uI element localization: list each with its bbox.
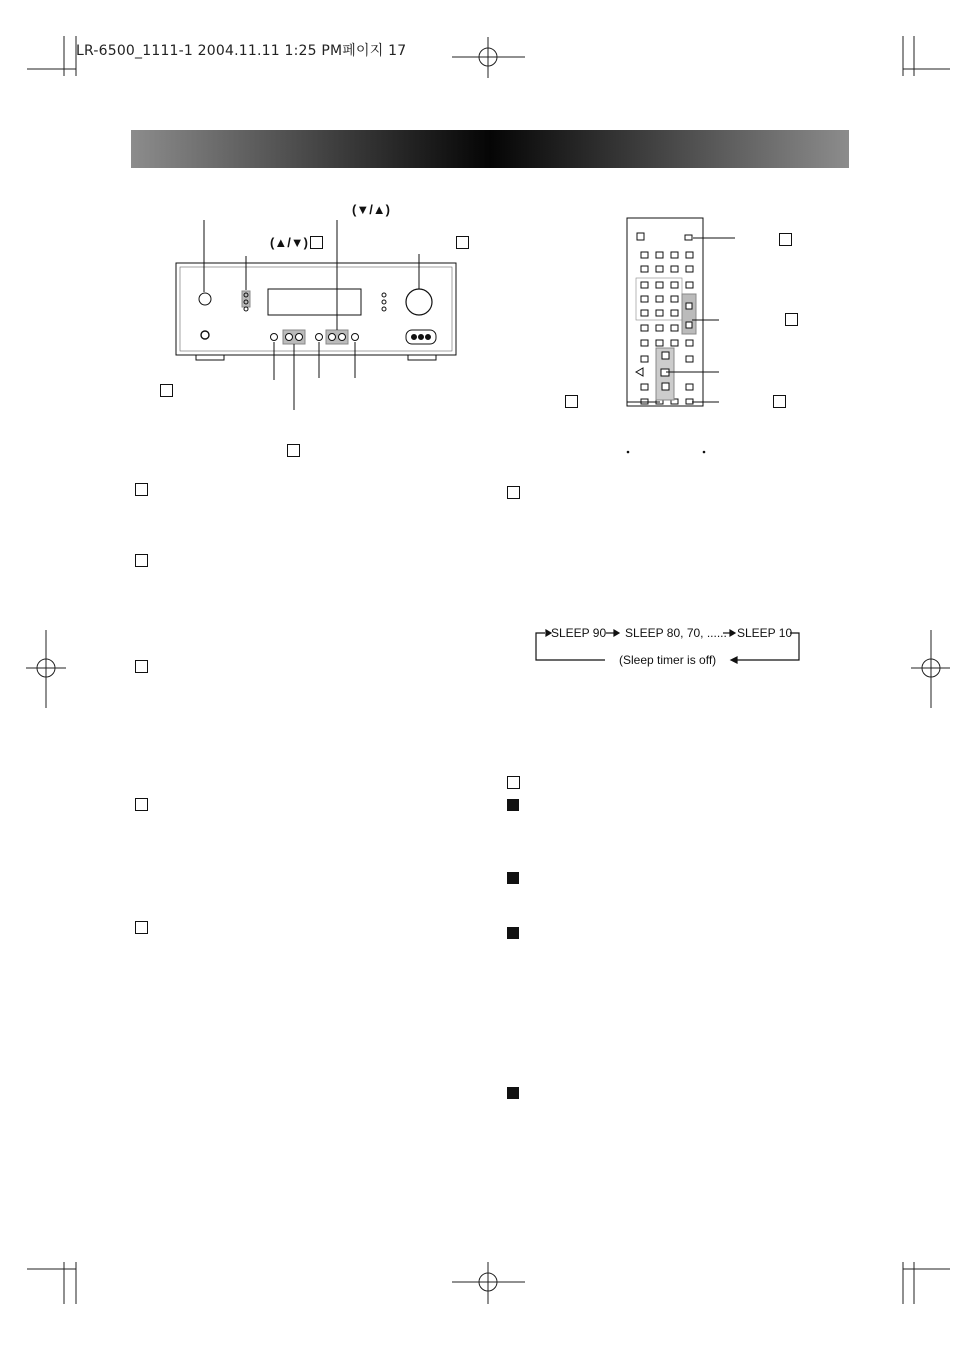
sleep-off-text: (Sleep timer is off) xyxy=(619,653,717,667)
step-box xyxy=(785,313,798,326)
crop-mark-top-left xyxy=(27,36,76,76)
step-box xyxy=(135,483,148,496)
step-box xyxy=(135,798,148,811)
registration-mark-bottom xyxy=(452,1262,525,1304)
step-box xyxy=(456,236,469,249)
step-box xyxy=(507,486,520,499)
step-box xyxy=(135,921,148,934)
up-down-button-label: (▲/▼) xyxy=(270,235,309,250)
step-box xyxy=(135,660,148,673)
step-box xyxy=(135,554,148,567)
step-box xyxy=(507,776,520,789)
step-box xyxy=(565,395,578,408)
sleep-step-90: SLEEP 90 xyxy=(551,626,607,640)
crop-mark-bottom-left xyxy=(27,1262,76,1304)
sleep-step-80-70: SLEEP 80, 70, ...... xyxy=(625,626,727,640)
down-up-button-label: (▼/▲) xyxy=(352,202,391,217)
crop-mark-top-right xyxy=(903,36,950,76)
step-box xyxy=(310,236,323,249)
file-info-header: LR-6500_1111-1 2004.11.11 1:25 PM페이지 17 xyxy=(76,43,407,59)
registration-mark-left xyxy=(26,630,66,708)
registration-mark-top xyxy=(452,37,525,78)
sleep-step-10: SLEEP 10 xyxy=(737,626,793,640)
bullet-square xyxy=(507,799,519,811)
step-box xyxy=(160,384,173,397)
step-box xyxy=(773,395,786,408)
remote-control-illustration xyxy=(627,218,735,453)
registration-mark-right xyxy=(911,630,950,708)
crop-mark-bottom-right xyxy=(903,1262,950,1304)
bullet-square xyxy=(507,872,519,884)
bullet-square xyxy=(507,1087,519,1099)
step-box xyxy=(287,444,300,457)
step-box xyxy=(779,233,792,246)
bullet-square xyxy=(507,927,519,939)
